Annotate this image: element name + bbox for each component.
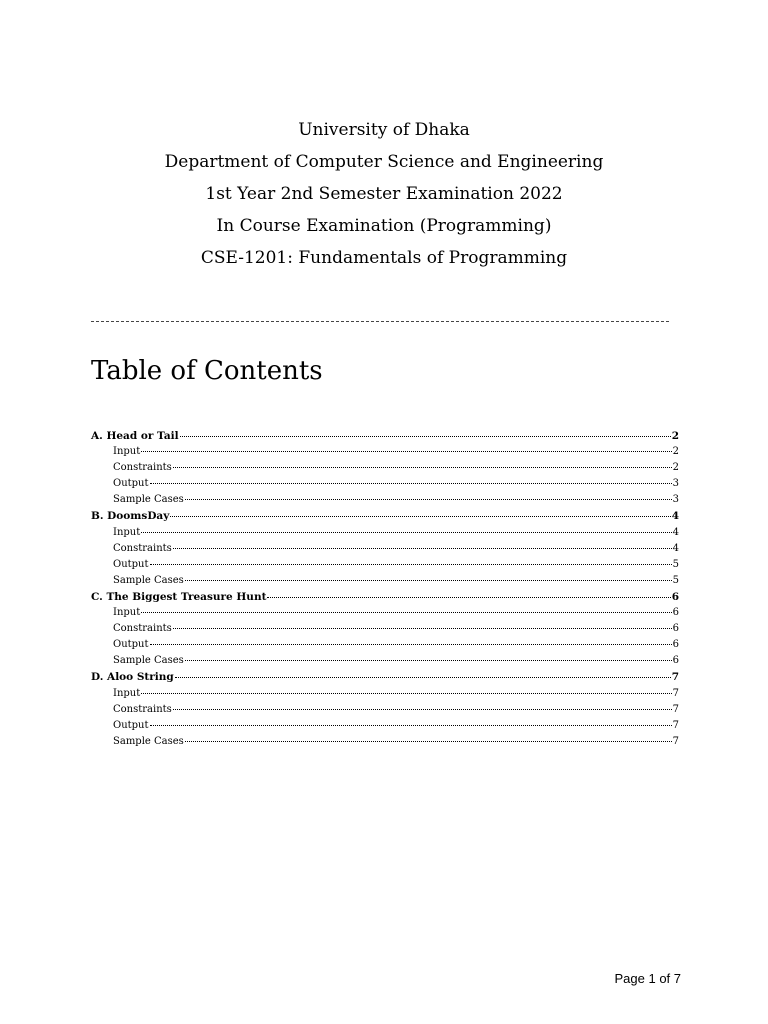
- toc-entry-title: D. Aloo String: [91, 671, 174, 684]
- exam-title: 1st Year 2nd Semester Examination 2022: [205, 184, 563, 204]
- toc-dot-leader: [267, 597, 670, 598]
- toc-subsection-link[interactable]: [91, 573, 679, 589]
- toc-section-link[interactable]: [91, 589, 679, 605]
- toc-entry-title: Constraints: [113, 462, 172, 474]
- toc-entry-page: 6: [672, 655, 679, 667]
- toc-dot-leader: [173, 548, 672, 549]
- toc-subsection-link[interactable]: [91, 702, 679, 718]
- toc-entry-page: 7: [671, 671, 679, 684]
- toc-entry-page: 6: [672, 607, 679, 619]
- toc-entry-title: Input: [113, 687, 141, 699]
- toc-dot-leader: [150, 483, 672, 484]
- toc-entry-page: 2: [672, 446, 679, 458]
- toc-entry-title: A. Head or Tail: [91, 430, 179, 442]
- toc-entry-title: Output: [113, 639, 149, 651]
- toc-entry-page: 6: [672, 639, 679, 651]
- toc-dot-leader: [173, 628, 672, 629]
- toc-entry-page: 4: [672, 526, 679, 538]
- toc-entry-title: Output: [113, 478, 149, 490]
- toc-section-link[interactable]: [91, 508, 679, 524]
- toc-entry-title: Input: [113, 446, 141, 458]
- toc-dot-leader: [185, 499, 672, 500]
- toc-entry-title: Sample Cases: [113, 574, 184, 586]
- toc-subsection-link[interactable]: [91, 525, 679, 541]
- toc-dot-leader: [175, 677, 671, 678]
- toc-entry-title: Sample Cases: [113, 494, 184, 506]
- toc-dot-leader: [141, 612, 671, 613]
- toc-dot-leader: [173, 709, 672, 710]
- toc-entry-page: 7: [672, 703, 679, 715]
- toc-dot-leader: [141, 532, 671, 533]
- toc-subsection-link[interactable]: [91, 718, 679, 734]
- toc-dot-leader: [185, 741, 672, 742]
- toc-entry-page: 4: [671, 510, 679, 523]
- toc-entry-page: 6: [671, 590, 679, 603]
- toc-entry-page: 7: [672, 719, 679, 731]
- toc-subsection-link[interactable]: [91, 605, 679, 621]
- toc-entry-page: 2: [672, 462, 679, 474]
- toc-entry-title: Constraints: [113, 623, 172, 635]
- toc-entry-page: 3: [672, 478, 679, 490]
- toc-dot-leader: [180, 436, 671, 437]
- toc-entry-page: 4: [672, 542, 679, 554]
- separator-rule: [91, 321, 669, 322]
- toc-entry-page: 3: [672, 494, 679, 506]
- department-name: Department of Computer Science and Engineering: [164, 152, 604, 172]
- toc-dot-leader: [150, 725, 672, 726]
- toc-subsection-link[interactable]: [91, 637, 679, 653]
- toc-subsection-link[interactable]: [91, 460, 679, 476]
- course-title: CSE-1201: Fundamentals of Programming: [200, 248, 568, 268]
- toc-dot-leader: [173, 467, 672, 468]
- toc-entry-title: Sample Cases: [113, 735, 184, 747]
- toc-entry-page: 7: [672, 687, 679, 699]
- document-header: [0, 114, 768, 274]
- toc-entry-page: 7: [672, 735, 679, 747]
- toc-entry-title: C. The Biggest Treasure Hunt: [91, 590, 267, 603]
- toc-entry-page: 2: [671, 430, 679, 442]
- toc-entry-title: Input: [113, 526, 141, 538]
- toc-subsection-link[interactable]: [91, 541, 679, 557]
- toc-entry-title: Output: [113, 719, 149, 731]
- toc-dot-leader: [185, 580, 672, 581]
- toc-entry-title: Constraints: [113, 703, 172, 715]
- toc-entry-title: Constraints: [113, 542, 172, 554]
- page-number: Page 1 of 7: [614, 971, 681, 986]
- toc-subsection-link[interactable]: [91, 621, 679, 637]
- toc-entry-title: Sample Cases: [113, 655, 184, 667]
- toc-entry-page: 6: [672, 623, 679, 635]
- toc-dot-leader: [141, 451, 671, 452]
- toc-dot-leader: [185, 660, 672, 661]
- toc-subsection-link[interactable]: [91, 734, 679, 750]
- toc-dot-leader: [141, 693, 671, 694]
- toc-dot-leader: [170, 516, 670, 517]
- toc-heading: Table of Contents: [91, 356, 323, 386]
- toc-dot-leader: [150, 644, 672, 645]
- table-of-contents: [91, 428, 679, 750]
- toc-entry-page: 5: [672, 558, 679, 570]
- toc-entry-title: Output: [113, 558, 149, 570]
- toc-dot-leader: [150, 564, 672, 565]
- university-name: University of Dhaka: [298, 120, 470, 140]
- toc-subsection-link[interactable]: [91, 557, 679, 573]
- toc-entry-title: Input: [113, 607, 141, 619]
- toc-subsection-link[interactable]: [91, 686, 679, 702]
- toc-subsection-link[interactable]: [91, 492, 679, 508]
- toc-subsection-link[interactable]: [91, 444, 679, 460]
- course-exam-title: In Course Examination (Programming): [216, 216, 552, 236]
- toc-entry-page: 5: [672, 574, 679, 586]
- toc-entry-title: B. DoomsDay: [91, 510, 170, 523]
- toc-subsection-link[interactable]: [91, 653, 679, 669]
- toc-section-link[interactable]: [91, 669, 679, 685]
- toc-subsection-link[interactable]: [91, 476, 679, 492]
- toc-section-link[interactable]: [91, 428, 679, 444]
